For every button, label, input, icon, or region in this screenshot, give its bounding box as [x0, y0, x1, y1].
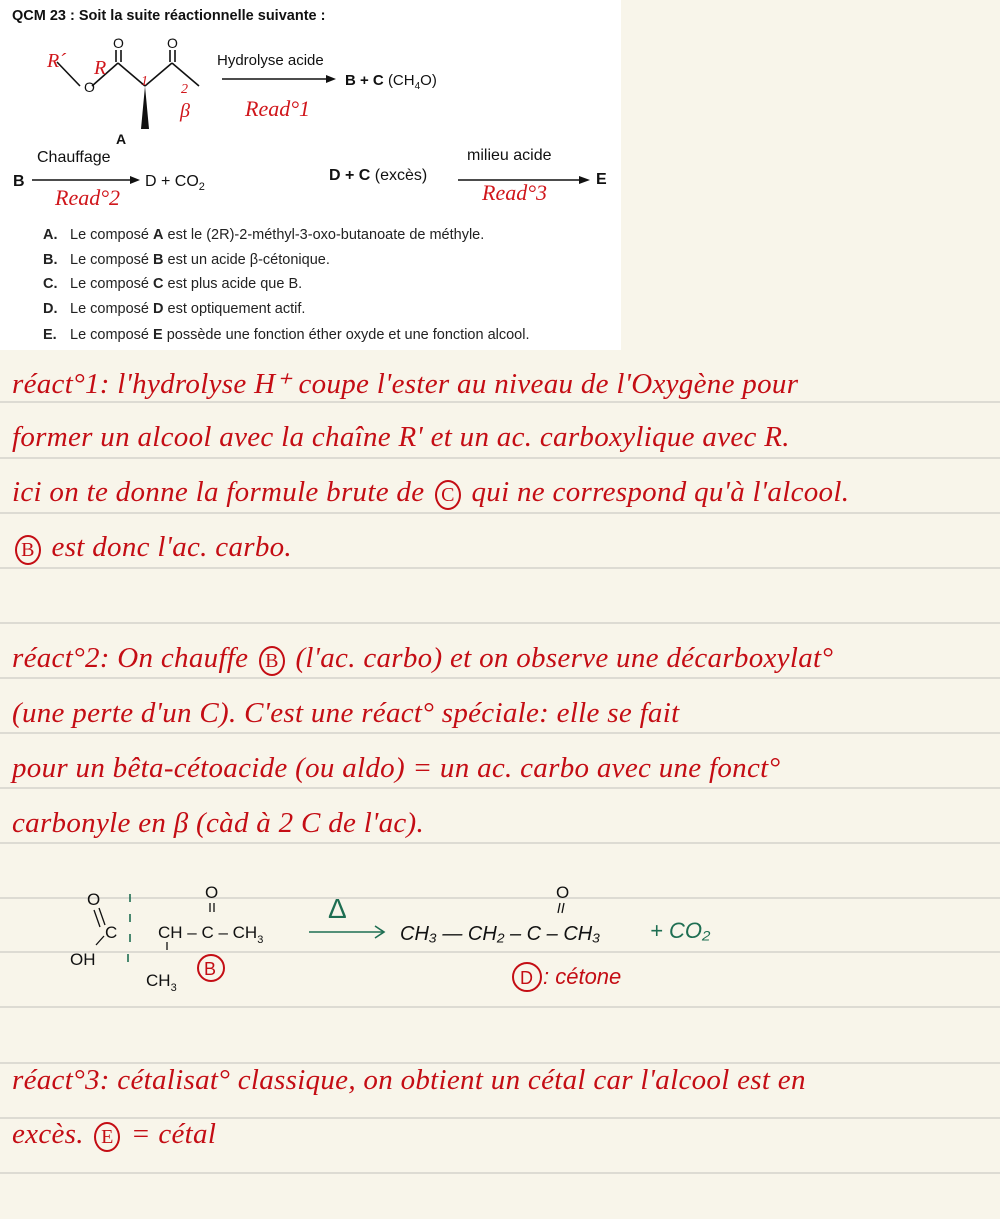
- option-compound: D: [153, 301, 164, 317]
- d-ketone-label: : cétone: [543, 964, 622, 989]
- ruled-line: [0, 842, 1000, 844]
- note-line: réact°3: cétalisat° classique, on obtient un cétal car l'alcool est en: [12, 1064, 806, 1096]
- d-chain: CH₃ — CH₂ – C – CH₃: [400, 923, 601, 945]
- note-text: = cétal: [123, 1118, 217, 1150]
- products-bc: B + C: [345, 72, 384, 89]
- product-d-co2: D + CO: [145, 173, 199, 190]
- b-oxygen: O: [87, 890, 101, 909]
- circled-letter: B: [15, 535, 41, 565]
- molecule-label: A: [116, 131, 127, 147]
- acid-condition: milieu acide: [467, 147, 552, 164]
- option-text: Le composé: [70, 301, 154, 317]
- circled-letter: B: [259, 646, 285, 676]
- note-line: [12, 476, 849, 510]
- annotation-read3: Read°3: [482, 180, 548, 205]
- option-compound: A: [153, 227, 164, 243]
- annotation-1: 1: [141, 74, 148, 89]
- subscript: 4: [414, 81, 421, 92]
- note-line: [12, 642, 833, 676]
- methyl-text: CH: [146, 971, 171, 990]
- option-c: [43, 276, 302, 292]
- note-line: (une perte d'un C). C'est une réact° spéciale: elle se fait: [12, 697, 680, 729]
- ruled-line: [0, 787, 1000, 789]
- b-hydroxyl: OH: [70, 950, 96, 969]
- option-compound: B: [153, 252, 164, 268]
- b-carboxyl-carbon: C: [105, 923, 118, 942]
- subscript: 3: [257, 934, 264, 946]
- annotation-r: R: [94, 57, 107, 79]
- annotation-beta: β: [180, 100, 190, 122]
- plus-co2: + CO₂: [650, 918, 711, 943]
- option-text: Le composé: [70, 327, 154, 343]
- ruled-line: [0, 457, 1000, 459]
- ruled-line: [0, 622, 1000, 624]
- b-circled-label: B: [204, 959, 217, 979]
- reactant-b: B: [13, 173, 25, 190]
- b-chain: [158, 923, 263, 946]
- reaction2-products: [145, 173, 205, 193]
- circled-letter: C: [435, 480, 461, 510]
- option-b: [43, 252, 330, 268]
- note-text: ici on te donne la formule brute de: [12, 476, 432, 508]
- option-text: Le composé: [70, 227, 154, 243]
- note-line: carbonyle en β (càd à 2 C de l'ac).: [12, 807, 425, 839]
- note-text: est donc l'ac. carbo.: [44, 531, 292, 563]
- option-text: est optiquement actif.: [163, 301, 306, 317]
- note-text: (l'ac. carbo) et on observe une décarboxylat°: [287, 642, 834, 674]
- option-letter: D.: [43, 301, 58, 317]
- ruled-line: [0, 677, 1000, 679]
- reaction1-products: [345, 72, 437, 92]
- option-e: [43, 327, 530, 343]
- option-text: est un acide β-cétonique.: [163, 252, 330, 268]
- qcm-title: QCM 23 : Soit la suite réactionnelle suivante :: [12, 8, 326, 24]
- option-compound: C: [153, 276, 164, 292]
- note-line: former un alcool avec la chaîne R' et un ac. carboxylique avec R.: [12, 421, 790, 453]
- option-letter: C.: [43, 276, 58, 292]
- ruled-line: [0, 512, 1000, 514]
- option-text: possède une fonction éther oxyde et une fonction alcool.: [162, 327, 530, 343]
- annotation-read1: Read°1: [245, 96, 311, 121]
- qcm-question-image: [0, 0, 621, 350]
- subscript: 2: [198, 181, 205, 194]
- d-oxygen: O: [556, 883, 570, 902]
- hydrolysis-condition: Hydrolyse acide: [217, 52, 324, 69]
- heating-condition: Chauffage: [37, 149, 111, 166]
- b-methyl: [146, 971, 177, 994]
- oxygen-atom: O: [84, 79, 95, 95]
- note-line: [12, 531, 292, 565]
- annotation-r-prime: R´: [47, 50, 66, 72]
- oxygen-atom: O: [113, 35, 124, 51]
- option-a: [43, 227, 484, 243]
- note-text: réact°2: On chauffe: [12, 642, 256, 674]
- option-compound: E: [153, 327, 163, 343]
- option-text: Le composé: [70, 276, 154, 292]
- b-ketone-oxygen: O: [205, 883, 219, 902]
- annotation-2: 2: [181, 82, 188, 97]
- reactants-dc: D + C: [329, 167, 371, 184]
- note-line: [12, 1118, 216, 1152]
- option-d: [43, 301, 305, 317]
- note-text: excès.: [12, 1118, 92, 1150]
- option-text: est plus acide que B.: [163, 276, 303, 292]
- formula: (CH: [387, 72, 415, 89]
- option-text: Le composé: [70, 252, 154, 268]
- d-circled-label: D: [520, 968, 533, 988]
- option-letter: A.: [43, 227, 58, 243]
- formula-end: O): [420, 72, 437, 89]
- oxygen-atom: O: [167, 35, 178, 51]
- excess-qualifier: (excès): [374, 167, 428, 184]
- ruled-line: [0, 732, 1000, 734]
- heat-delta: Δ: [328, 893, 347, 924]
- annotation-read2: Read°2: [55, 185, 121, 210]
- circled-letter: E: [94, 1122, 120, 1152]
- product-e: E: [596, 171, 607, 188]
- note-text: qui ne correspond qu'à l'alcool.: [463, 476, 850, 508]
- option-text: est le (2R)-2-méthyl-3-oxo-butanoate de méthyle.: [163, 227, 485, 243]
- decarboxylation-scheme: [0, 870, 1000, 1010]
- note-line: réact°1: l'hydrolyse H⁺ coupe l'ester au niveau de l'Oxygène pour: [12, 368, 799, 400]
- reaction3-reactants: [329, 167, 427, 185]
- ruled-line: [0, 567, 1000, 569]
- b-chain-text: CH – C – CH: [158, 923, 258, 942]
- option-letter: E.: [43, 327, 57, 343]
- option-letter: B.: [43, 252, 58, 268]
- subscript: 3: [170, 982, 177, 994]
- note-line: pour un bêta-cétoacide (ou aldo) = un ac. carbo avec une fonct°: [12, 752, 781, 784]
- ruled-line: [0, 401, 1000, 403]
- ruled-line: [0, 1172, 1000, 1174]
